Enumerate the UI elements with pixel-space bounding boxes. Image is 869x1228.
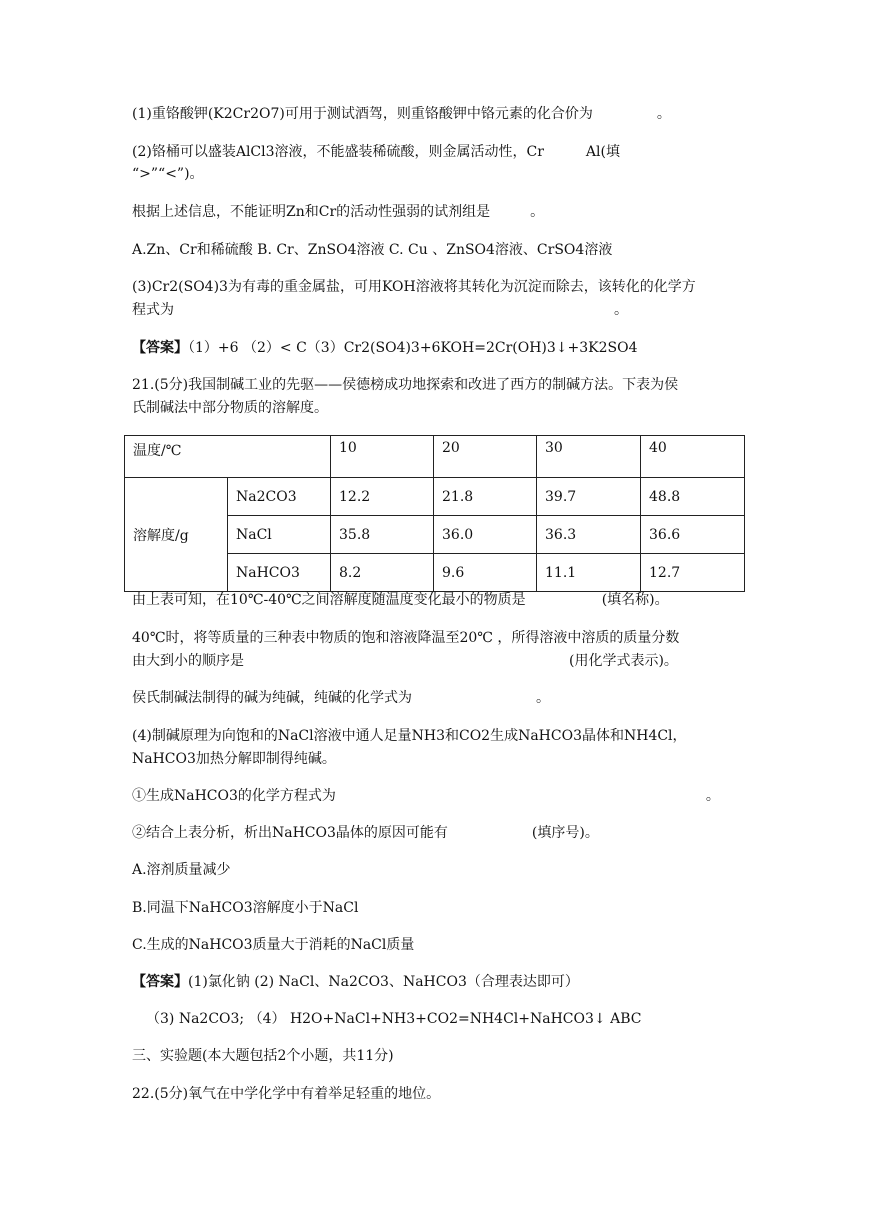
q21-answer-cont: （3) Na2CO3; （4） H2O+NaCl+NH3+CO2=NH4Cl+NaHCO3↓ ABC: [146, 1011, 642, 1027]
value-cell: 36.0: [434, 516, 537, 554]
q21-sub1: 由上表可知，在10℃-40℃之间溶解度随温度变化最小的物质是 (填名称)。: [132, 592, 669, 608]
q20-part1: (1)重铬酸钾(K2Cr2O7)可用于测试酒驾，则重铬酸钾中铬元素的化合价为 。: [132, 106, 671, 122]
temperature-header: 温度/℃: [125, 436, 331, 478]
substance-cell: NaHCO3: [228, 554, 331, 592]
q21-intro-cont: 氏制碱法中部分物质的溶解度。: [132, 400, 328, 416]
temp-cell: 30: [537, 436, 641, 478]
solubility-table: [124, 435, 745, 592]
temp-cell: 10: [331, 436, 434, 478]
substance-cell: NaCl: [228, 516, 331, 554]
table-header-row: [125, 436, 745, 478]
q20-answer: 【答案】（1）+6 （2）< C（3）Cr2(SO4)3+6KOH=2Cr(OH)3↓+3K2SO4: [132, 340, 638, 356]
q21-sub2-cont: 由大到小的顺序是 (用化学式表示)。: [132, 653, 678, 669]
solubility-label: 溶解度/g: [125, 478, 228, 592]
q21-sub2: 40℃时，将等质量的三种表中物质的饱和溶液降温至20℃ ，所得溶液中溶质的质量分数: [132, 630, 680, 646]
q20-options: A.Zn、Cr和稀硫酸 B. Cr、ZnSO4溶液 C. Cu 、ZnSO4溶液、CrSO4溶液: [132, 242, 613, 258]
q21-option-c: C.生成的NaHCO3质量大于消耗的NaCl质量: [132, 937, 415, 953]
value-cell: 8.2: [331, 554, 434, 592]
substance-cell: Na2CO3: [228, 478, 331, 516]
value-cell: 12.2: [331, 478, 434, 516]
value-cell: 35.8: [331, 516, 434, 554]
q20-part4: (3)Cr2(SO4)3为有毒的重金属盐，可用KOH溶液将其转化为沉淀而除去，该转化的化学方: [132, 279, 696, 295]
q20-part3: 根据上述信息，不能证明Zn和Cr的活动性强弱的试剂组是 。: [132, 204, 545, 220]
q21-intro: 21.(5分)我国制碱工业的先驱——侯德榜成功地探索和改进了西方的制碱方法。下表为侯: [132, 377, 679, 393]
q20-part2: (2)铬桶可以盛装AlCl3溶液，不能盛装稀硫酸，则金属活动性，Cr Al(填: [132, 144, 620, 160]
q21-sub4: (4)制碱原理为向饱和的NaCl溶液中通人足量NH3和CO2生成NaHCO3晶体和NH4Cl，: [132, 728, 687, 744]
value-cell: 9.6: [434, 554, 537, 592]
q20-part2-cont: “>”“<”)。: [132, 166, 204, 182]
value-cell: 11.1: [537, 554, 641, 592]
value-cell: 12.7: [641, 554, 745, 592]
q21-option-a: A.溶剂质量减少: [132, 862, 231, 878]
value-cell: 36.6: [641, 516, 745, 554]
value-cell: 36.3: [537, 516, 641, 554]
temp-cell: 40: [641, 436, 745, 478]
value-cell: 48.8: [641, 478, 745, 516]
q21-sub3: 侯氏制碱法制得的碱为纯碱，纯碱的化学式为 。: [132, 690, 550, 706]
q21-answer: 【答案】(1)氯化钠 (2) NaCl、Na2CO3、NaHCO3（合理表达即可）: [132, 974, 579, 990]
q22-intro: 22.(5分)氧气在中学化学中有着举足轻重的地位。: [132, 1086, 441, 1102]
table-row: [125, 478, 745, 516]
temp-cell: 20: [434, 436, 537, 478]
q20-part4-cont: 程式为 。: [132, 302, 628, 318]
q21-sub4-cont: NaHCO3加热分解即制得纯碱。: [132, 751, 336, 767]
q21-option-b: B.同温下NaHCO3溶解度小于NaCl: [132, 900, 359, 916]
value-cell: 39.7: [537, 478, 641, 516]
q21-sub6: ②结合上表分析，析出NaHCO3晶体的原因可能有 (填序号)。: [132, 825, 599, 841]
section-heading: 三、实验题(本大题包括2个小题，共11分): [132, 1048, 394, 1064]
value-cell: 21.8: [434, 478, 537, 516]
q21-sub5: ①生成NaHCO3的化学方程式为 。: [132, 788, 720, 804]
